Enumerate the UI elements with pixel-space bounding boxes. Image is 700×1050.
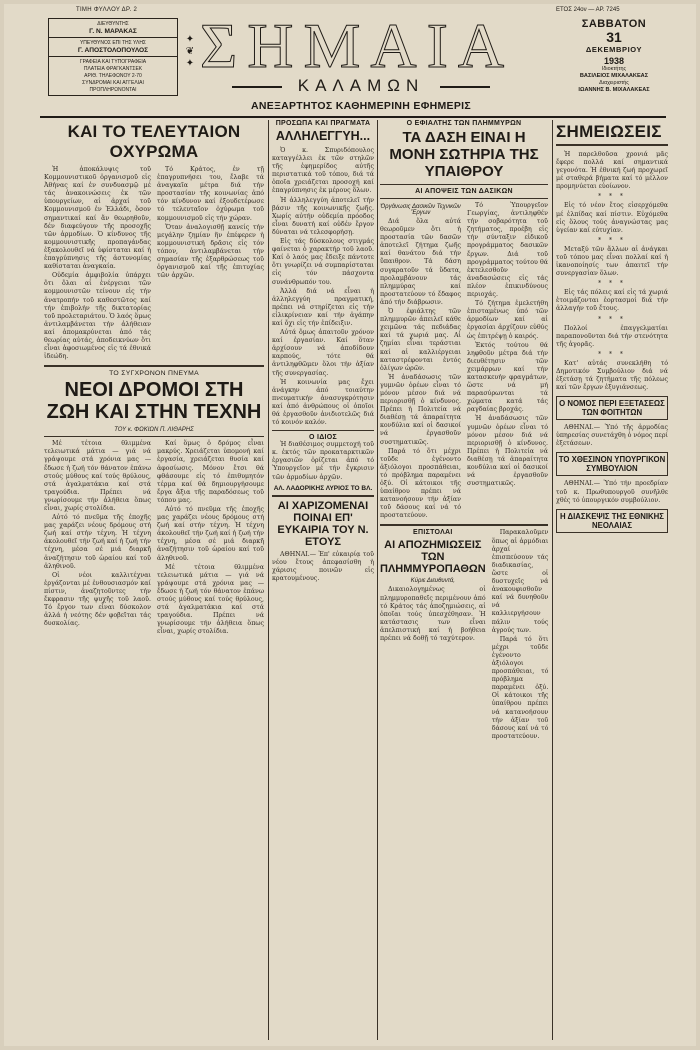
paragraph: Ἡ ἀλληλεγγύη ἀποτελεῖ τήν βάσιν τῆς κοινωνικῆς ζωῆς. Χωρίς αὐτήν οὐδεμία πρόοδος εἶναι δυνατή καί οὐδέν ἔργον δύναται νά τελεσφορήσῃ. xyxy=(272,196,374,236)
note: Πολλοί ἐπαγγελματίαι παραπονοῦνται διά τήν στενότητα τῆς ἀγορᾶς. xyxy=(556,324,668,348)
paragraph: Παρά τό ὅτι μέχρι τοῦδε ἐγένοντο ἀξιόλογοι προσπάθειαι, τό πρόβλημα παραμένει ὀξύ. Οἱ κάτοικοι τῆς ὑπαίθρου πρέπει νά κατανοήσουν τήν ἀξίαν τοῦ δάσους καί νά τό προστατεύουν. xyxy=(491,635,548,740)
headline-cabinet: ΤΟ ΧΘΕΣΙΝΟΝ ΥΠΟΥΡΓΙΚΟΝ ΣΥΜΒΟΥΛΙΟΝ xyxy=(556,452,668,476)
divider xyxy=(272,495,374,497)
headline-new-roads: ΝΕΟΙ ΔΡΟΜΟΙ ΣΤΗ ΖΩΗ ΚΑΙ ΣΤΗΝ ΤΕΧΝΗ xyxy=(46,379,262,424)
section-divider xyxy=(44,365,264,367)
date-day: ΣΑΒΒΑΤΟΝ xyxy=(581,18,647,30)
date-number: 31 xyxy=(606,29,622,45)
date-year: 1938 xyxy=(603,56,625,66)
address-line-2: ΠΛΑΤΕΙΑ ΦΡΑΓΚΑΝΤΣΕΚ xyxy=(83,66,143,72)
paragraph: Δικαιολογημένως οἱ πλημμυροπαθεῖς περιμένουν ἀπό τό Κράτος τάς ἀποζημιώσεις, αἱ ὁποῖαι τούς ὑπεσχέθησαν. Ἡ κατάστασις των εἶναι ἀπελπιστική καί ἡ βοήθεια πρέπει νά δοθῇ τό ταχύτερον. xyxy=(380,586,486,643)
byline: Ὀργάνωσις Δασικῶν Τεχνικῶν Ἔργων xyxy=(380,204,461,216)
note: ΑΘΗΝΑΙ.— Ὑπό τῆς ἁρμοδίας ὑπηρεσίας συνετάχθη ὁ νόμος περί ἐξετάσεων. xyxy=(556,424,668,448)
paragraph: Διά ὅλα αὐτά θεωροῦμεν ὅτι ἡ προστασία τῶν δασῶν ἀποτελεῖ ζήτημα ζωῆς καί θανάτου διά τήν ὕπαιθρον. Τά δάση συγκρατοῦν τά ὕδατα, προλαμβάνουν τάς πλημμύρας καί προστατεύουν τό ἔδαφος ἀπό τήν διάβρωσιν. xyxy=(380,218,461,306)
director-name: Γ. Ν. ΜΑΡΑΚΑΣ xyxy=(49,28,177,38)
subscriptions-line: ΣΥΝΔΡΟΜΑΙ ΚΑΙ ΑΓΓΕΛΙΑΙ xyxy=(82,80,144,86)
article-body xyxy=(44,166,264,362)
paragraph: Εἰς τάς δύσκολους στιγμάς φαίνεται ὁ χαρακτήρ τοῦ λαοῦ. Καί ὁ λαός μας ἔδειξε πάντοτε ὅτι γνωρίζει νά συμπαρίσταται εἰς τόν πάσχοντα συνάνθρωπόν του. xyxy=(272,238,374,286)
director-label: ΔΙΕΥΘΥΝΤΗΣ xyxy=(97,21,129,27)
separator-stars: * * * xyxy=(598,236,626,244)
paragraph: Αὐτό τό πνεῦμα τῆς ἐποχῆς μας χαράζει νέους δρόμους στή ζωή καί στήν τέχνη. Ἡ τέχνη ἀκολουθεῖ τήν ζωή καί ἡ ζωή τήν τέχνη, μέσα σέ μιά διαρκῆ ἀναζήτησιν τοῦ ὡραίου καί τοῦ ἀληθινοῦ. xyxy=(157,506,264,562)
letters-section xyxy=(380,529,548,741)
paragraph: Παρακαλοῦμεν ὅπως αἱ ἁρμόδιαι ἀρχαί ἐπισπεύσουν τάς διαδικασίας, ὥστε οἱ δυστυχεῖς νά ἀνακουφισθοῦν καί νά δυνηθοῦν νά καλλιεργήσουν πάλιν τούς ἀγρούς των. xyxy=(491,529,548,634)
paragraph: Αὐτά ὅμως ἀπαιτοῦν χρόνον καί ἐργασίαν. Καί ὅταν ἀρχίσουν νά ἀποδίδουν καρπούς, τότε θά ἀντιληφθῶμεν ὅλοι τήν ἀξίαν τῆς συνεργασίας. xyxy=(272,329,374,377)
note: Ἡ παρελθοῦσα χρονιά μᾶς ἔφερε πολλά καί σημαντικά γεγονότα. Ἡ ἐθνική ζωή προχωρεῖ μέ σταθερά βήματα καί τό μέλλον προμηνύεται εὐοίωνον. xyxy=(556,151,668,191)
headline-youth-conference: Η ΔΙΑΣΚΕΨΙΣ ΤΗΣ ΕΘΝΙΚΗΣ ΝΕΟΛΑΙΑΣ xyxy=(556,509,668,533)
editor-label: ΥΠΕΥΘΥΝΟΣ ΕΠΙ ΤΗΣ ΥΛΗΣ xyxy=(79,40,147,46)
byline: ΤΟΥ κ. ΦΩΚΙΩΝ Π. ΛΙΘΑΡΗΣ xyxy=(114,427,194,434)
headline-students-law: Ο ΝΟΜΟΣ ΠΕΡΙ ΕΞΕΤΑΣΕΩΣ ΤΩΝ ΦΟΙΤΗΤΩΝ xyxy=(556,396,668,420)
paragraph: Ἀλλά διά νά εἶναι ἡ ἀλληλεγγύη πραγματική, πρέπει νά στηρίζεται εἰς τήν εἰλικρίνειαν καί τήν ἀγάπην καί ὄχι εἰς τήν ἐπίδειξιν. xyxy=(272,287,374,327)
headline-compensation: ΑΙ ΑΠΟΖΗΜΙΩΣΕΙΣ ΤΩΝ ΠΛΗΜΜΥΡΟΠΑΘΩΝ xyxy=(380,539,486,576)
paragraph: Ἡ κοινωνία μας ἔχει ἀνάγκην ἀπό τοιαύτην πνευματικήν ἀνασυγκρότησιν καί ἀπό ἀνθρώπους οἱ ὁποῖοι θά ἐργασθοῦν ἀνιδιοτελῶς διά τό κοινόν καλόν. xyxy=(272,378,374,427)
paragraph: Τό Ὑπουργεῖον Γεωργίας, ἀντιληφθέν τήν σοβαρότητα τοῦ ζητήματος, προέβη εἰς τήν σύνταξιν εἰδικοῦ προγράμματος δασικῶν ἔργων. Διά τοῦ προγράμματος τούτου θά ἐκτελεσθοῦν ἀναδασώσεις εἰς τάς πλέον ἐπικινδύνους περιοχάς. xyxy=(467,202,548,299)
divider xyxy=(272,430,374,431)
paragraph: Ἡ ἀποκάλυψις τοῦ Κομμουνιστικοῦ ὀργανισμοῦ εἰς Ἀθήνας καί ἐν συνδυασμῷ μέ τάς ἀνακοινώσεις ἐκ τῶν ὑπουργείων, αἱ ἀρχαί τοῦ Κομμουνισμοῦ ἐν Ἑλλάδι, ὅσον σημαντικαί καί ἄν θεωρηθοῦν, δέν διαφεύγουν τῆς προσοχῆς τῶν ἀρμοδίων. Ὁ κίνδυνος τῆς κομμουνιστικῆς προπαγάνδας ἐξακολουθεῖ νά ὑφίσταται καί ἡ ἐπαγρύπνησις τῆς ἀστυνομίας καθίσταται ἀναγκαία. xyxy=(44,166,151,271)
paragraph: Οὐδεμία ἀμφιβολία ὑπάρχει ὅτι ὅλαι αἱ ἐνέργειαι τῶν κομμουνιστῶν τείνουν εἰς τήν ἀνατροπήν τοῦ καθεστῶτος καί τήν ἐπιβολήν τῆς δικτατορίας τοῦ προλεταριάτου. Ὁ λαός ὅμως ἀντιλαμβάνεται τήν ἀλήθειαν καί ἀπομακρύνεται ἀπό τάς θεωρίας αὐτάς, ἀποδεικνύων ὅτι εἶναι ἀφοσιωμένος εἰς τά ἐθνικά ἰδεώδη. xyxy=(44,272,151,361)
separator-stars: * * * xyxy=(598,280,626,288)
paragraph: Ὅταν ἀναλογισθῇ κανείς τήν μεγάλην ζημίαν ἥν ἐπέφερεν ἡ κομμουνιστική δρᾶσις εἰς τόν τόπον, ἀντιλαμβάνεται τήν σημασίαν τῆς ἐξαρθρώσεως τοῦ ὀργανισμοῦ καί τῆς ἐπιτυχίας τῶν ἀρχῶν. xyxy=(157,223,264,280)
date-block xyxy=(564,18,664,94)
paragraph: Ὁ κ. Σπυριδόπουλος καταγγέλλει ἐκ τῶν στηλῶν τῆς ἐφημερίδος αὐτῆς περιστατικά τοῦ τόπου, διά τά ὁποῖα χρειάζεται προσοχή καί ἐπαγρύπνησις ἐκ μέρους ὅλων. xyxy=(272,147,374,195)
separator-stars: * * * xyxy=(598,315,626,323)
phone-line: ΑΡΙΘ. ΤΗΛΕΦΩΝΟΥ 2-70 xyxy=(84,73,142,79)
paragraph: Τό Κράτος, ἐν τῇ ἐπαγρυπνήσει του, ἔλαβε τά ἀναγκαῖα μέτρα διά τήν προστασίαν τῆς κοινωνίας ἀπό τόν κίνδυνον καί ἐξουδετέρωσε τό τελευταῖον ὀχύρωμα τοῦ κομμουνισμοῦ εἰς τήν χώραν. xyxy=(157,166,264,222)
salutation: Κύριε Διευθυντά, xyxy=(410,578,455,585)
paragraph: Ἡ ἀναδάσωσις τῶν γυμνῶν ὀρέων εἶναι τό μόνον μέσον διά νά περιορισθῇ ὁ κίνδυνος. Πρέπει ἡ Πολιτεία νά διαθέσῃ τά ἀπαραίτητα κονδύλια καί οἱ δασικοί νά ἐργασθοῦν συστηματικῶς. xyxy=(467,415,548,488)
price-label: ΤΙΜΗ ΦΥΛΛΟΥ ΔΡ. 2 xyxy=(76,7,138,13)
address-line: ΓΡΑΦΕΙΑ ΚΑΙ ΤΥΠΟΓΡΑΦΕΙΑ xyxy=(79,59,147,65)
column-rule xyxy=(268,120,269,1040)
paragraph: Ὁ ἐφιάλτης τῶν πλημμυρῶν ἀπειλεῖ κάθε χειμῶνα τάς πεδιάδας καί τά χωριά μας. Αἱ ζημίαι εἶναι τεράστιαι καί αἱ καλλιέργειαι καταστρέφονται ἐντός ὀλίγων ὡρῶν. xyxy=(380,308,461,372)
note: Εἰς τό νέον ἔτος εἰσερχόμεθα μέ ἐλπίδας καί πίστιν. Εὐχόμεθα εἰς ὅλους τούς ἀναγνώστας μας ὑγείαν καί εὐτυχίαν. xyxy=(556,202,668,234)
note: Κατ' αὐτάς συνεκλήθη τό Δημοτικόν Συμβούλιον διά νά ἐξετάσῃ τά ζητήματα τῆς πόλεως καί τῶν ἔργων ἐξυγιάνσεως. xyxy=(556,359,668,392)
owner-label: Ιδιοκτήτης xyxy=(601,66,627,72)
publisher-name: ΙΩΑΝΝΗΣ Β. ΜΙΧΑΛΑΚΕΑΣ xyxy=(578,87,650,93)
side-title: Ο ΙΔΙΟΣ xyxy=(308,434,338,442)
paragraph: Ἐκτός τούτου θά ληφθοῦν μέτρα διά τήν διευθέτησιν τῶν χειμάρρων καί τήν κατασκευήν φραγμάτων, ὥστε νά μή παρασύρωνται τά χώματα κατά τάς ραγδαίας βροχάς. xyxy=(467,341,548,414)
section-kicker: ΠΡΟΣΩΠΑ ΚΑΙ ΠΡΑΓΜΑΤΑ xyxy=(275,120,371,127)
note: Εἰς τάς πόλεις καί εἰς τά χωριά ἑτοιμάζονται ἑορτασμοί διά τήν ἀλλαγήν τοῦ ἔτους. xyxy=(556,289,668,313)
newspaper-city: ΚΑΛΑΜΩΝ xyxy=(256,76,466,96)
headline-solidarity: ΑΛΛΗΛΕΓΓΥΗ... xyxy=(275,129,371,143)
editor-name: Γ. ΑΠΟΣΤΟΛΟΠΟΥΛΟΣ xyxy=(49,47,177,57)
section-kicker: ΕΠΙΣΤΟΛΑΙ xyxy=(413,529,453,537)
paragraph: Παρά τό ὅτι μέχρι τοῦδε ἐγένοντο ἀξιόλογοι προσπάθειαι, τό πρόβλημα παραμένει ὀξύ. Οἱ κάτοικοι τῆς ὑπαίθρου πρέπει νά κατανοήσουν τήν ἀξίαν τοῦ δάσους καί νά τό προστατεύουν. xyxy=(380,447,461,520)
section-kicker: Ο ΕΦΙΑΛΤΗΣ ΤΩΝ ΠΛΗΜΜΥΡΩΝ xyxy=(406,120,522,127)
issue-label: ΕΤΟΣ 24ον — ΑΡ. 7245 xyxy=(556,7,620,13)
column-rule xyxy=(377,120,378,1040)
credits-box xyxy=(48,18,178,96)
divider xyxy=(380,524,548,526)
divider xyxy=(44,436,264,437)
column-4 xyxy=(556,120,668,1040)
note: Μεταξύ τῶν ἄλλων αἱ ἀνάγκαι τοῦ τόπου μας εἶναι πολλαί καί ἡ ἱκανοποίησίς των ἀπαιτεῖ τήν συνεργασίαν ὅλων. xyxy=(556,245,668,278)
note: ΑΘΗΝΑΙ.— Ὑπό τήν προεδρίαν τοῦ κ. Πρωθυπουργοῦ συνῆλθε χθές τό ὑπουργικόν συμβούλιον. xyxy=(556,480,668,504)
article-body xyxy=(44,440,264,637)
paragraph: Τό ζήτημα ἐμελετήθη ἐπισταμένως ὑπό τῶν ἁρμοδίων καί αἱ ἐργασίαι ἀρχίζουν εὐθύς ὡς ἐπιτρέψῃ ὁ καιρός. xyxy=(467,300,548,340)
newspaper-tagline: ΑΝΕΞΑΡΤΗΤΟΣ ΚΑΘΗΜΕΡΙΝΗ ΕΦΗΜΕΡΙΣ xyxy=(251,100,471,112)
paragraph: Οἱ νέοι καλλιτέχναι ἐργάζονται μέ ἐνθουσιασμόν καί πίστιν, ἀναζητοῦντες τήν ἔκφρασιν τῆς ψυχῆς τοῦ λαοῦ. Τό ἔργον των εἶναι δύσκολον ἀλλά ἡ νεότης δέν φοβεῖται τάς δυσκολίας. xyxy=(44,571,151,628)
separator-stars: * * * xyxy=(598,350,626,358)
headline-notes: ΣΗΜΕΙΩΣΕΙΣ xyxy=(556,122,668,146)
separator-stars: * * * xyxy=(598,193,626,201)
paragraph: Μέ τέτοια θλιμμένα τελειωτικά μάτια — γιά νά γράψουμε στά χρόνια μας — ἔδωσε ἡ ζωή τόν θάνατον ἐπάνω στούς μύθους καί τούς θρύλους, στά ἀγαλματάκια καί στά τραγούδια. Πρέπει νά γνωρίσουμε τήν ἀλήθεια ὅπως εἶναι, χωρίς στολίδια. xyxy=(157,563,264,636)
section-kicker: ΤΟ ΣΥΓΧΡΟΝΟΝ ΠΝΕΥΜΑ xyxy=(109,370,199,378)
paragraph: Ἡ ἀναδάσωσις τῶν γυμνῶν ὀρέων εἶναι τό μόνον μέσον διά νά περιορισθῇ ὁ κίνδυνος. Πρέπει ἡ Πολιτεία νά διαθέσῃ τά ἀπαραίτητα κονδύλια καί οἱ δασικοί νά ἐργασθοῦν συστηματικῶς. xyxy=(380,373,461,446)
masthead-rule xyxy=(40,116,666,118)
paragraph: ΑΘΗΝΑΙ.— Ἐπ' εὐκαιρίᾳ τοῦ νέου ἔτους ἀπεφασίσθη ἡ χάρισις ποινῶν εἰς κρατουμένους. xyxy=(272,550,374,582)
paragraph: Ἡ διαθέσιμος συμμετοχή τοῦ κ. ἐκτός τῶν προκαταρκτικῶν ἐργασιῶν ὁρίζεται ἀπό τό Ὑπουργεῖον μέ τήν ἔγκρισιν τῶν ἁρμοδίων ἀρχῶν. xyxy=(272,441,374,481)
signature: ΑΛ. ΛΑΔΟΡΙΚΗΣ ΛΥΡΙΟΣ ΤΟ ΒΛ. xyxy=(273,484,373,492)
headline-last-bastion: ΚΑΙ ΤΟ ΤΕΛΕΥΤΑΙΟΝ ΟΧΥΡΩΜΑ xyxy=(67,122,241,161)
publisher-label: Διαχειριστής xyxy=(599,80,629,86)
column-1 xyxy=(44,120,264,1040)
paragraph: Αὐτό τό πνεῦμα τῆς ἐποχῆς μας χαράζει νέους δρόμους στή ζωή καί στήν τέχνη. Ἡ τέχνη ἀκολουθεῖ τήν ζωή καί ἡ ζωή τήν τέχνη, μέσα σέ μιά διαρκῆ ἀναζήτησιν τοῦ ὡραίου καί τοῦ ἀληθινοῦ. xyxy=(44,514,151,570)
paragraph: Καί ὅμως ὁ δρόμος εἶναι μακρύς. Χρειάζεται ὑπομονή καί ἐργασία, χρειάζεται θυσία καί ἀφοσίωσις. Μόνον ἔτσι θά φθάσουμε εἰς τό ἐπιθυμητόν τέρμα καί θά δημιουργήσουμε ἔργα ἄξια τῆς παραδόσεως τοῦ τόπου μας. xyxy=(157,440,264,504)
owner-name: ΒΑΣΙΛΕΙΟΣ ΜΙΧΑΛΑΚΕΑΣ xyxy=(579,73,649,79)
paragraph: Μέ τέτοια θλιμμένα τελειωτικά μάτια — γιά νά γράψουμε στά χρόνια μας — ἔδωσε ἡ ζωή τόν θάνατον ἐπάνω στούς μύθους καί τούς θρύλους, στά ἀγαλματάκια καί στά τραγούδια. Πρέπει νά γνωρίσουμε τήν ἀλήθεια ὅπως εἶναι, χωρίς στολίδια. xyxy=(44,440,151,512)
ornament-icon: ✦ ❦ ✦ xyxy=(185,34,195,69)
column-3 xyxy=(380,120,548,1040)
column-rule xyxy=(552,120,553,1040)
subheadline: ΑΙ ΑΠΟΨΕΙΣ ΤΩΝ ΔΑΣΙΚΩΝ xyxy=(415,188,513,195)
divider xyxy=(380,198,548,199)
subscriptions-line-2: ΠΡΟΠΛΗΡΩΝΟΝΤΑΙ xyxy=(89,87,137,93)
headline-pardons: ΑΙ ΧΑΡΙΖΟΜΕΝΑΙ ΠΟΙΝΑΙ ΕΠ' ΕΥΚΑΙΡΙΑ ΤΟΥ Ν. ΕΤΟΥΣ xyxy=(277,499,369,548)
divider xyxy=(380,184,548,185)
column-2 xyxy=(272,120,374,1040)
newspaper-page xyxy=(4,4,696,1046)
newspaper-title: ΣΗΜΑΙΑ xyxy=(200,10,515,81)
article-body xyxy=(380,202,548,521)
date-month: ΔΕΚΕΜΒΡΙΟΥ xyxy=(585,45,643,54)
headline-forests: ΤΑ ΔΑΣΗ ΕΙΝΑΙ Η ΜΟΝΗ ΣΩΤΗΡΙΑ ΤΗΣ ΥΠΑΙΘΡΟΥ xyxy=(389,129,539,180)
